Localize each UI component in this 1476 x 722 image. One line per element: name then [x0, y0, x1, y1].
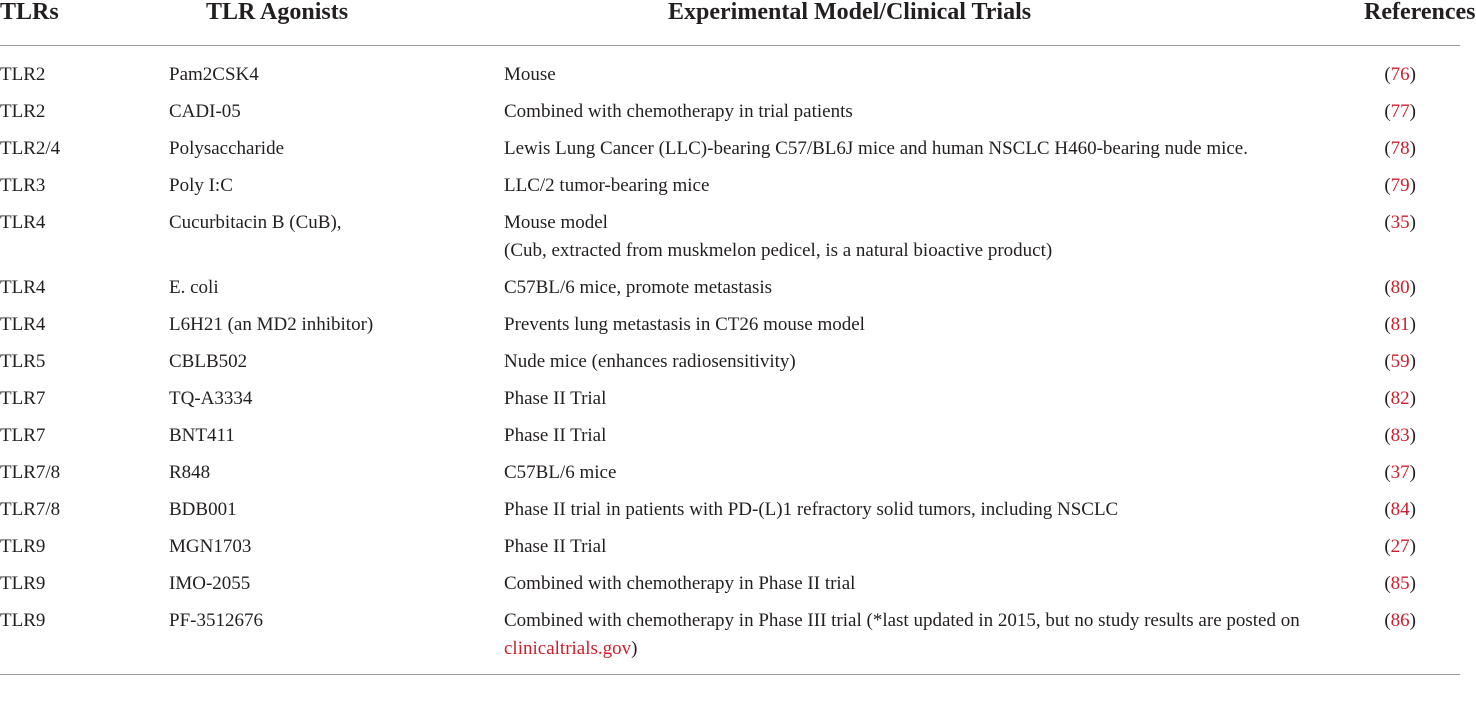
cell-reference — [1364, 419, 1460, 456]
ref-open-paren: ( — [1384, 499, 1391, 520]
table-row — [0, 95, 1460, 132]
reference-link[interactable]: 35 — [1390, 212, 1410, 233]
table-body — [0, 46, 1460, 675]
table-row — [0, 419, 1460, 456]
ref-open-paren: ( — [1384, 212, 1391, 233]
ref-open-paren: ( — [1384, 425, 1391, 446]
cell-tlr-agonist: Cucurbitacin B (CuB), — [169, 212, 342, 233]
ref-close-paren: ) — [1409, 351, 1416, 372]
cell-tlr: TLR7/8 — [0, 499, 61, 520]
cell-tlr-agonist: TQ-A3334 — [169, 388, 253, 409]
cell-experimental-model — [504, 308, 1364, 345]
cell-tlr: TLR5 — [0, 351, 46, 372]
cell-experimental-model — [504, 206, 1364, 271]
reference-link[interactable]: 85 — [1390, 573, 1410, 594]
cell-tlr-agonist: Polysaccharide — [169, 138, 285, 159]
cell-reference — [1364, 604, 1460, 675]
model-text: Mouse — [504, 64, 556, 85]
ref-open-paren: ( — [1384, 462, 1391, 483]
ref-open-paren: ( — [1384, 175, 1391, 196]
reference-link[interactable]: 81 — [1390, 314, 1410, 335]
model-text: Combined with chemotherapy in Phase II trial — [504, 573, 856, 594]
ref-close-paren: ) — [1409, 388, 1416, 409]
header-references: References — [1364, 0, 1460, 46]
cell-reference — [1364, 308, 1460, 345]
cell-tlr-agonist: E. coli — [169, 277, 219, 298]
model-text: Phase II Trial — [504, 536, 607, 557]
table-row — [0, 567, 1460, 604]
model-text: LLC/2 tumor-bearing mice — [504, 175, 710, 196]
model-text: Phase II Trial — [504, 388, 607, 409]
table-row — [0, 382, 1460, 419]
cell-tlr: TLR4 — [0, 212, 46, 233]
ref-close-paren: ) — [1409, 425, 1416, 446]
cell-experimental-model — [504, 382, 1364, 419]
cell-tlr-agonist: BDB001 — [169, 499, 237, 520]
cell-reference — [1364, 530, 1460, 567]
cell-reference — [1364, 95, 1460, 132]
model-text: Combined with chemotherapy in trial patients — [504, 101, 853, 122]
cell-tlr-agonist: IMO-2055 — [169, 573, 251, 594]
cell-experimental-model — [504, 46, 1364, 96]
cell-tlr-agonist: CBLB502 — [169, 351, 248, 372]
model-text: Phase II trial in patients with PD-(L)1 refractory solid tumors, including NSCLC — [504, 499, 1119, 520]
cell-reference — [1364, 46, 1460, 96]
ref-open-paren: ( — [1384, 138, 1391, 159]
cell-reference — [1364, 271, 1460, 308]
table-row — [0, 308, 1460, 345]
ref-close-paren: ) — [1409, 536, 1416, 557]
cell-tlr: TLR2/4 — [0, 138, 61, 159]
cell-tlr-agonist: Poly I:C — [169, 175, 233, 196]
reference-link[interactable]: 86 — [1390, 610, 1410, 631]
cell-tlr: TLR9 — [0, 536, 46, 557]
table-row — [0, 271, 1460, 308]
cell-experimental-model — [504, 530, 1364, 567]
cell-experimental-model — [504, 95, 1364, 132]
table-row — [0, 456, 1460, 493]
cell-experimental-model — [504, 456, 1364, 493]
ref-close-paren: ) — [1409, 610, 1416, 631]
cell-tlr-agonist: Pam2CSK4 — [169, 64, 259, 85]
model-text: Prevents lung metastasis in CT26 mouse model — [504, 314, 865, 335]
cell-experimental-model — [504, 604, 1364, 675]
ref-close-paren: ) — [1409, 314, 1416, 335]
ref-open-paren: ( — [1384, 314, 1391, 335]
reference-link[interactable]: 79 — [1390, 175, 1410, 196]
cell-experimental-model — [504, 132, 1364, 169]
cell-reference — [1364, 206, 1460, 271]
cell-tlr: TLR9 — [0, 604, 168, 675]
reference-link[interactable]: 84 — [1390, 499, 1410, 520]
model-text-tail: ) — [631, 638, 638, 659]
cell-experimental-model — [504, 271, 1364, 308]
table-row — [0, 132, 1460, 169]
table-row — [0, 206, 1460, 271]
model-text: C57BL/6 mice — [504, 462, 617, 483]
cell-reference — [1364, 493, 1460, 530]
reference-link[interactable]: 76 — [1390, 64, 1410, 85]
table-row — [0, 169, 1460, 206]
ref-open-paren: ( — [1384, 351, 1391, 372]
ref-close-paren: ) — [1409, 573, 1416, 594]
cell-reference — [1364, 169, 1460, 206]
ref-close-paren: ) — [1409, 64, 1416, 85]
reference-link[interactable]: 82 — [1390, 388, 1410, 409]
ref-open-paren: ( — [1384, 573, 1391, 594]
ref-close-paren: ) — [1409, 138, 1416, 159]
table-row — [0, 530, 1460, 567]
model-text: Mouse model — [504, 212, 608, 233]
cell-reference — [1364, 345, 1460, 382]
ref-open-paren: ( — [1384, 388, 1391, 409]
ref-open-paren: ( — [1384, 277, 1391, 298]
cell-tlr: TLR2 — [0, 101, 46, 122]
reference-link[interactable]: 83 — [1390, 425, 1410, 446]
table-header — [0, 0, 1476, 46]
header-tlrs: TLRs — [0, 0, 168, 46]
cell-tlr-agonist: MGN1703 — [169, 536, 252, 557]
cell-tlr-agonist: PF-3512676 — [168, 604, 504, 675]
header-tlr-agonists: TLR Agonists — [168, 0, 504, 46]
ref-open-paren: ( — [1384, 536, 1391, 557]
ref-close-paren: ) — [1409, 175, 1416, 196]
reference-link[interactable]: 78 — [1390, 138, 1410, 159]
cell-reference — [1364, 382, 1460, 419]
cell-tlr-agonist: R848 — [169, 462, 211, 483]
reference-link[interactable]: 27 — [1390, 536, 1410, 557]
model-text: Combined with chemotherapy in Phase III trial (*last updated in 2015, but no study results are posted on — [504, 610, 1300, 631]
cell-tlr-agonist: BNT411 — [169, 425, 235, 446]
cell-experimental-model — [504, 345, 1364, 382]
reference-link[interactable]: 37 — [1390, 462, 1410, 483]
ref-close-paren: ) — [1409, 101, 1416, 122]
reference-link[interactable]: 59 — [1390, 351, 1410, 372]
table-row — [0, 493, 1460, 530]
cell-experimental-model — [504, 493, 1364, 530]
ref-close-paren: ) — [1409, 499, 1416, 520]
cell-tlr: TLR4 — [0, 277, 46, 298]
cell-tlr: TLR9 — [0, 573, 46, 594]
ref-open-paren: ( — [1384, 101, 1391, 122]
model-text: C57BL/6 mice, promote metastasis — [504, 277, 773, 298]
cell-tlr: TLR7 — [0, 388, 46, 409]
model-text: Nude mice (enhances radiosensitivity) — [504, 351, 796, 372]
cell-tlr-agonist: L6H21 (an MD2 inhibitor) — [169, 314, 374, 335]
model-text: Lewis Lung Cancer (LLC)-bearing C57/BL6J mice and human NSCLC H460-bearing nude mice. — [504, 138, 1248, 159]
model-text: Phase II Trial — [504, 425, 607, 446]
ref-close-paren: ) — [1409, 212, 1416, 233]
cell-reference — [1364, 456, 1460, 493]
reference-link[interactable]: 80 — [1390, 277, 1410, 298]
cell-tlr-agonist: CADI-05 — [169, 101, 241, 122]
cell-tlr: TLR2 — [0, 64, 46, 85]
ref-open-paren: ( — [1384, 64, 1391, 85]
clinicaltrials-link[interactable]: clinicaltrials.gov — [504, 638, 632, 659]
header-experimental-model: Experimental Model/Clinical Trials — [504, 0, 1364, 46]
header-row — [0, 0, 1460, 46]
cell-reference — [1364, 132, 1460, 169]
cell-tlr: TLR4 — [0, 314, 46, 335]
cell-experimental-model — [504, 419, 1364, 456]
table-row — [0, 46, 1460, 96]
table-row — [0, 345, 1460, 382]
ref-close-paren: ) — [1409, 462, 1416, 483]
ref-close-paren: ) — [1409, 277, 1416, 298]
table-row — [0, 604, 1460, 675]
ref-open-paren: ( — [1384, 610, 1391, 631]
cell-tlr: TLR7/8 — [0, 462, 61, 483]
cell-reference — [1364, 567, 1460, 604]
cell-experimental-model — [504, 567, 1364, 604]
reference-link[interactable]: 77 — [1390, 101, 1410, 122]
cell-tlr: TLR7 — [0, 425, 46, 446]
cell-experimental-model — [504, 169, 1364, 206]
cell-tlr: TLR3 — [0, 175, 46, 196]
model-note: (Cub, extracted from muskmelon pedicel, is a natural bioactive product) — [504, 240, 1053, 261]
